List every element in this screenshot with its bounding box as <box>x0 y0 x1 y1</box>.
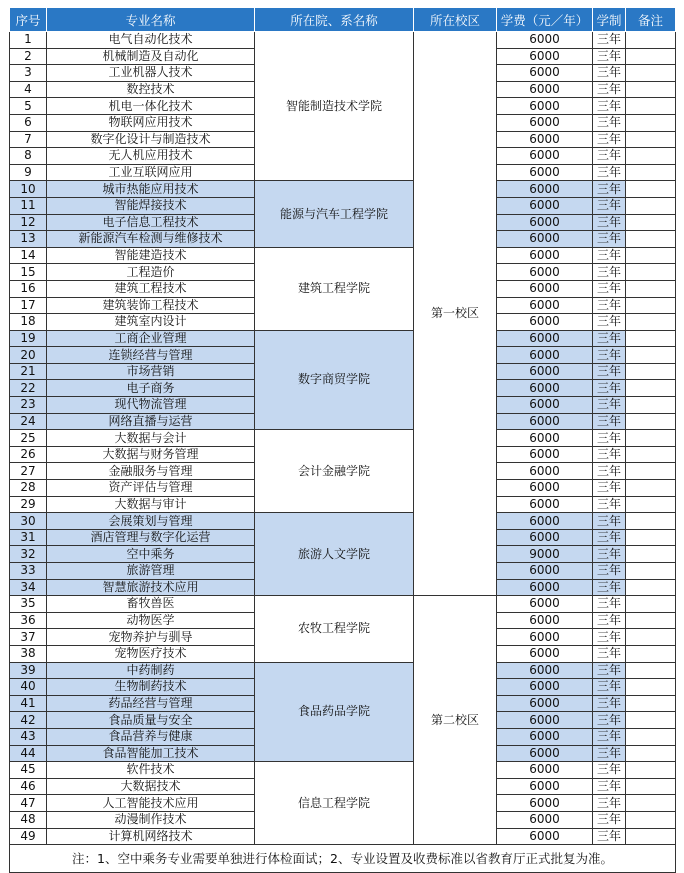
remarks-cell <box>626 795 676 812</box>
major-name-cell: 工程造价 <box>47 264 255 281</box>
duration-cell: 三年 <box>593 164 626 181</box>
serial-number-cell: 20 <box>10 347 47 364</box>
remarks-cell <box>626 446 676 463</box>
duration-cell: 三年 <box>593 231 626 248</box>
tuition-cell: 6000 <box>497 811 593 828</box>
duration-cell: 三年 <box>593 363 626 380</box>
tuition-cell: 6000 <box>497 148 593 165</box>
major-name-cell: 宠物医疗技术 <box>47 645 255 662</box>
remarks-cell <box>626 48 676 65</box>
remarks-cell <box>626 728 676 745</box>
major-name-cell: 食品质量与安全 <box>47 712 255 729</box>
duration-cell: 三年 <box>593 98 626 115</box>
duration-cell: 三年 <box>593 662 626 679</box>
serial-number-cell: 10 <box>10 181 47 198</box>
serial-number-cell: 30 <box>10 513 47 530</box>
serial-number-cell: 15 <box>10 264 47 281</box>
tuition-cell: 6000 <box>497 247 593 264</box>
tuition-cell: 6000 <box>497 712 593 729</box>
table-row <box>10 32 676 49</box>
remarks-cell <box>626 214 676 231</box>
serial-number-cell: 44 <box>10 745 47 762</box>
tuition-cell: 6000 <box>497 98 593 115</box>
remarks-cell <box>626 712 676 729</box>
major-name-cell: 新能源汽车检测与维修技术 <box>47 231 255 248</box>
remarks-cell <box>626 679 676 696</box>
major-name-cell: 金融服务与管理 <box>47 463 255 480</box>
duration-cell: 三年 <box>593 347 626 364</box>
tuition-cell: 6000 <box>497 280 593 297</box>
serial-number-cell: 2 <box>10 48 47 65</box>
tuition-cell: 6000 <box>497 81 593 98</box>
serial-number-cell: 45 <box>10 762 47 779</box>
major-name-cell: 宠物养护与驯导 <box>47 629 255 646</box>
table-row <box>10 247 676 264</box>
duration-cell: 三年 <box>593 446 626 463</box>
tuition-cell: 6000 <box>497 32 593 49</box>
tuition-cell: 6000 <box>497 380 593 397</box>
major-name-cell: 食品营养与健康 <box>47 728 255 745</box>
header-row <box>10 8 676 32</box>
serial-number-cell: 49 <box>10 828 47 845</box>
college-name-cell: 信息工程学院 <box>255 762 414 845</box>
duration-cell: 三年 <box>593 297 626 314</box>
major-name-cell: 畜牧兽医 <box>47 596 255 613</box>
college-name-cell: 智能制造技术学院 <box>255 32 414 181</box>
tuition-cell: 6000 <box>497 496 593 513</box>
major-name-cell: 网络直播与运营 <box>47 413 255 430</box>
major-name-cell: 动漫制作技术 <box>47 811 255 828</box>
tuition-cell: 6000 <box>497 297 593 314</box>
duration-cell: 三年 <box>593 131 626 148</box>
remarks-cell <box>626 496 676 513</box>
serial-number-cell: 1 <box>10 32 47 49</box>
duration-cell: 三年 <box>593 563 626 580</box>
major-name-cell: 电子信息工程技术 <box>47 214 255 231</box>
major-name-cell: 资产评估与管理 <box>47 480 255 497</box>
duration-cell: 三年 <box>593 679 626 696</box>
remarks-cell <box>626 81 676 98</box>
tuition-cell: 6000 <box>497 795 593 812</box>
tuition-cell: 6000 <box>497 231 593 248</box>
serial-number-cell: 13 <box>10 231 47 248</box>
major-name-cell: 电气自动化技术 <box>47 32 255 49</box>
remarks-cell <box>626 347 676 364</box>
duration-cell: 三年 <box>593 762 626 779</box>
remarks-cell <box>626 695 676 712</box>
duration-cell: 三年 <box>593 728 626 745</box>
header-campus: 所在校区 <box>414 8 497 32</box>
header-major-name: 专业名称 <box>47 8 255 32</box>
tuition-cell: 6000 <box>497 645 593 662</box>
footnote-row <box>10 845 676 873</box>
tuition-cell: 6000 <box>497 413 593 430</box>
remarks-cell <box>626 181 676 198</box>
tuition-cell: 6000 <box>497 778 593 795</box>
remarks-cell <box>626 529 676 546</box>
tuition-cell: 9000 <box>497 546 593 563</box>
serial-number-cell: 47 <box>10 795 47 812</box>
remarks-cell <box>626 380 676 397</box>
major-name-cell: 中药制药 <box>47 662 255 679</box>
tuition-cell: 6000 <box>497 513 593 530</box>
duration-cell: 三年 <box>593 480 626 497</box>
major-name-cell: 建筑室内设计 <box>47 314 255 331</box>
major-name-cell: 数控技术 <box>47 81 255 98</box>
tuition-cell: 6000 <box>497 612 593 629</box>
major-name-cell: 食品智能加工技术 <box>47 745 255 762</box>
major-name-cell: 无人机应用技术 <box>47 148 255 165</box>
serial-number-cell: 28 <box>10 480 47 497</box>
serial-number-cell: 8 <box>10 148 47 165</box>
major-name-cell: 机电一体化技术 <box>47 98 255 115</box>
remarks-cell <box>626 745 676 762</box>
tuition-cell: 6000 <box>497 463 593 480</box>
college-name-cell: 食品药品学院 <box>255 662 414 762</box>
serial-number-cell: 22 <box>10 380 47 397</box>
serial-number-cell: 27 <box>10 463 47 480</box>
remarks-cell <box>626 513 676 530</box>
serial-number-cell: 16 <box>10 280 47 297</box>
remarks-cell <box>626 546 676 563</box>
tuition-cell: 6000 <box>497 629 593 646</box>
duration-cell: 三年 <box>593 513 626 530</box>
duration-cell: 三年 <box>593 745 626 762</box>
duration-cell: 三年 <box>593 695 626 712</box>
duration-cell: 三年 <box>593 629 626 646</box>
major-name-cell: 生物制药技术 <box>47 679 255 696</box>
serial-number-cell: 24 <box>10 413 47 430</box>
major-name-cell: 工商企业管理 <box>47 330 255 347</box>
serial-number-cell: 23 <box>10 397 47 414</box>
tuition-cell: 6000 <box>497 114 593 131</box>
duration-cell: 三年 <box>593 712 626 729</box>
serial-number-cell: 40 <box>10 679 47 696</box>
tuition-cell: 6000 <box>497 48 593 65</box>
majors-fee-table-container <box>9 7 675 873</box>
campus-name-cell: 第二校区 <box>414 596 497 845</box>
major-name-cell: 大数据与审计 <box>47 496 255 513</box>
duration-cell: 三年 <box>593 264 626 281</box>
major-name-cell: 药品经营与管理 <box>47 695 255 712</box>
tuition-cell: 6000 <box>497 828 593 845</box>
serial-number-cell: 48 <box>10 811 47 828</box>
duration-cell: 三年 <box>593 828 626 845</box>
tuition-cell: 6000 <box>497 529 593 546</box>
major-name-cell: 旅游管理 <box>47 563 255 580</box>
major-name-cell: 工业机器人技术 <box>47 65 255 82</box>
tuition-cell: 6000 <box>497 164 593 181</box>
tuition-cell: 6000 <box>497 197 593 214</box>
remarks-cell <box>626 98 676 115</box>
tuition-cell: 6000 <box>497 347 593 364</box>
college-name-cell: 旅游人文学院 <box>255 513 414 596</box>
tuition-cell: 6000 <box>497 596 593 613</box>
remarks-cell <box>626 828 676 845</box>
college-name-cell: 会计金融学院 <box>255 430 414 513</box>
serial-number-cell: 29 <box>10 496 47 513</box>
major-name-cell: 空中乘务 <box>47 546 255 563</box>
duration-cell: 三年 <box>593 247 626 264</box>
major-name-cell: 工业互联网应用 <box>47 164 255 181</box>
table-row <box>10 596 676 613</box>
duration-cell: 三年 <box>593 280 626 297</box>
duration-cell: 三年 <box>593 48 626 65</box>
serial-number-cell: 9 <box>10 164 47 181</box>
serial-number-cell: 4 <box>10 81 47 98</box>
serial-number-cell: 35 <box>10 596 47 613</box>
remarks-cell <box>626 612 676 629</box>
tuition-cell: 6000 <box>497 579 593 596</box>
duration-cell: 三年 <box>593 65 626 82</box>
duration-cell: 三年 <box>593 612 626 629</box>
duration-cell: 三年 <box>593 778 626 795</box>
duration-cell: 三年 <box>593 32 626 49</box>
college-name-cell: 农牧工程学院 <box>255 596 414 662</box>
serial-number-cell: 6 <box>10 114 47 131</box>
remarks-cell <box>626 131 676 148</box>
serial-number-cell: 34 <box>10 579 47 596</box>
major-name-cell: 智能建造技术 <box>47 247 255 264</box>
major-name-cell: 建筑工程技术 <box>47 280 255 297</box>
duration-cell: 三年 <box>593 181 626 198</box>
remarks-cell <box>626 778 676 795</box>
remarks-cell <box>626 164 676 181</box>
campus-name-cell: 第一校区 <box>414 32 497 596</box>
duration-cell: 三年 <box>593 214 626 231</box>
remarks-cell <box>626 280 676 297</box>
remarks-cell <box>626 32 676 49</box>
remarks-cell <box>626 662 676 679</box>
duration-cell: 三年 <box>593 463 626 480</box>
major-name-cell: 动物医学 <box>47 612 255 629</box>
serial-number-cell: 26 <box>10 446 47 463</box>
major-name-cell: 数字化设计与制造技术 <box>47 131 255 148</box>
remarks-cell <box>626 596 676 613</box>
major-name-cell: 城市热能应用技术 <box>47 181 255 198</box>
serial-number-cell: 32 <box>10 546 47 563</box>
serial-number-cell: 21 <box>10 363 47 380</box>
major-name-cell: 连锁经营与管理 <box>47 347 255 364</box>
header-duration: 学制 <box>593 8 626 32</box>
duration-cell: 三年 <box>593 397 626 414</box>
duration-cell: 三年 <box>593 811 626 828</box>
header-serial-number: 序号 <box>10 8 47 32</box>
table-row <box>10 181 676 198</box>
tuition-cell: 6000 <box>497 314 593 331</box>
duration-cell: 三年 <box>593 330 626 347</box>
major-name-cell: 市场营销 <box>47 363 255 380</box>
tuition-cell: 6000 <box>497 446 593 463</box>
major-name-cell: 大数据与会计 <box>47 430 255 447</box>
remarks-cell <box>626 297 676 314</box>
table-row <box>10 430 676 447</box>
duration-cell: 三年 <box>593 596 626 613</box>
remarks-cell <box>626 197 676 214</box>
remarks-cell <box>626 579 676 596</box>
serial-number-cell: 12 <box>10 214 47 231</box>
major-name-cell: 会展策划与管理 <box>47 513 255 530</box>
serial-number-cell: 33 <box>10 563 47 580</box>
major-name-cell: 酒店管理与数字化运营 <box>47 529 255 546</box>
duration-cell: 三年 <box>593 529 626 546</box>
remarks-cell <box>626 480 676 497</box>
duration-cell: 三年 <box>593 114 626 131</box>
tuition-cell: 6000 <box>497 695 593 712</box>
tuition-cell: 6000 <box>497 679 593 696</box>
remarks-cell <box>626 114 676 131</box>
college-name-cell: 数字商贸学院 <box>255 330 414 430</box>
serial-number-cell: 3 <box>10 65 47 82</box>
tuition-cell: 6000 <box>497 728 593 745</box>
serial-number-cell: 43 <box>10 728 47 745</box>
tuition-cell: 6000 <box>497 563 593 580</box>
major-name-cell: 大数据技术 <box>47 778 255 795</box>
serial-number-cell: 5 <box>10 98 47 115</box>
major-name-cell: 电子商务 <box>47 380 255 397</box>
table-body <box>10 32 676 845</box>
remarks-cell <box>626 264 676 281</box>
major-name-cell: 智能焊接技术 <box>47 197 255 214</box>
tuition-cell: 6000 <box>497 181 593 198</box>
serial-number-cell: 7 <box>10 131 47 148</box>
remarks-cell <box>626 413 676 430</box>
table-row <box>10 513 676 530</box>
tuition-cell: 6000 <box>497 264 593 281</box>
serial-number-cell: 14 <box>10 247 47 264</box>
tuition-cell: 6000 <box>497 363 593 380</box>
serial-number-cell: 39 <box>10 662 47 679</box>
tuition-cell: 6000 <box>497 330 593 347</box>
duration-cell: 三年 <box>593 314 626 331</box>
tuition-cell: 6000 <box>497 397 593 414</box>
remarks-cell <box>626 811 676 828</box>
tuition-cell: 6000 <box>497 65 593 82</box>
tuition-cell: 6000 <box>497 662 593 679</box>
serial-number-cell: 18 <box>10 314 47 331</box>
remarks-cell <box>626 430 676 447</box>
serial-number-cell: 41 <box>10 695 47 712</box>
table-row <box>10 330 676 347</box>
serial-number-cell: 36 <box>10 612 47 629</box>
serial-number-cell: 38 <box>10 645 47 662</box>
remarks-cell <box>626 65 676 82</box>
remarks-cell <box>626 231 676 248</box>
remarks-cell <box>626 314 676 331</box>
header-college-name: 所在院、系名称 <box>255 8 414 32</box>
tuition-cell: 6000 <box>497 430 593 447</box>
serial-number-cell: 37 <box>10 629 47 646</box>
major-name-cell: 建筑装饰工程技术 <box>47 297 255 314</box>
college-name-cell: 建筑工程学院 <box>255 247 414 330</box>
major-name-cell: 现代物流管理 <box>47 397 255 414</box>
major-name-cell: 人工智能技术应用 <box>47 795 255 812</box>
serial-number-cell: 42 <box>10 712 47 729</box>
duration-cell: 三年 <box>593 380 626 397</box>
tuition-cell: 6000 <box>497 762 593 779</box>
remarks-cell <box>626 397 676 414</box>
major-name-cell: 计算机网络技术 <box>47 828 255 845</box>
remarks-cell <box>626 629 676 646</box>
tuition-cell: 6000 <box>497 480 593 497</box>
duration-cell: 三年 <box>593 496 626 513</box>
remarks-cell <box>626 330 676 347</box>
remarks-cell <box>626 463 676 480</box>
serial-number-cell: 25 <box>10 430 47 447</box>
duration-cell: 三年 <box>593 148 626 165</box>
majors-fee-table <box>9 7 676 873</box>
header-tuition: 学费（元／年） <box>497 8 593 32</box>
major-name-cell: 机械制造及自动化 <box>47 48 255 65</box>
footnote: 注：1、空中乘务专业需要单独进行体检面试；2、专业设置及收费标准以省教育厅正式批复为准。 <box>10 845 676 873</box>
duration-cell: 三年 <box>593 81 626 98</box>
remarks-cell <box>626 363 676 380</box>
tuition-cell: 6000 <box>497 214 593 231</box>
duration-cell: 三年 <box>593 197 626 214</box>
table-row <box>10 662 676 679</box>
major-name-cell: 物联网应用技术 <box>47 114 255 131</box>
remarks-cell <box>626 563 676 580</box>
remarks-cell <box>626 247 676 264</box>
major-name-cell: 软件技术 <box>47 762 255 779</box>
serial-number-cell: 31 <box>10 529 47 546</box>
college-name-cell: 能源与汽车工程学院 <box>255 181 414 247</box>
duration-cell: 三年 <box>593 795 626 812</box>
duration-cell: 三年 <box>593 579 626 596</box>
serial-number-cell: 11 <box>10 197 47 214</box>
remarks-cell <box>626 148 676 165</box>
serial-number-cell: 19 <box>10 330 47 347</box>
remarks-cell <box>626 762 676 779</box>
tuition-cell: 6000 <box>497 745 593 762</box>
duration-cell: 三年 <box>593 546 626 563</box>
serial-number-cell: 17 <box>10 297 47 314</box>
table-row <box>10 762 676 779</box>
duration-cell: 三年 <box>593 413 626 430</box>
tuition-cell: 6000 <box>497 131 593 148</box>
serial-number-cell: 46 <box>10 778 47 795</box>
duration-cell: 三年 <box>593 430 626 447</box>
major-name-cell: 智慧旅游技术应用 <box>47 579 255 596</box>
major-name-cell: 大数据与财务管理 <box>47 446 255 463</box>
header-remarks: 备注 <box>626 8 676 32</box>
duration-cell: 三年 <box>593 645 626 662</box>
remarks-cell <box>626 645 676 662</box>
